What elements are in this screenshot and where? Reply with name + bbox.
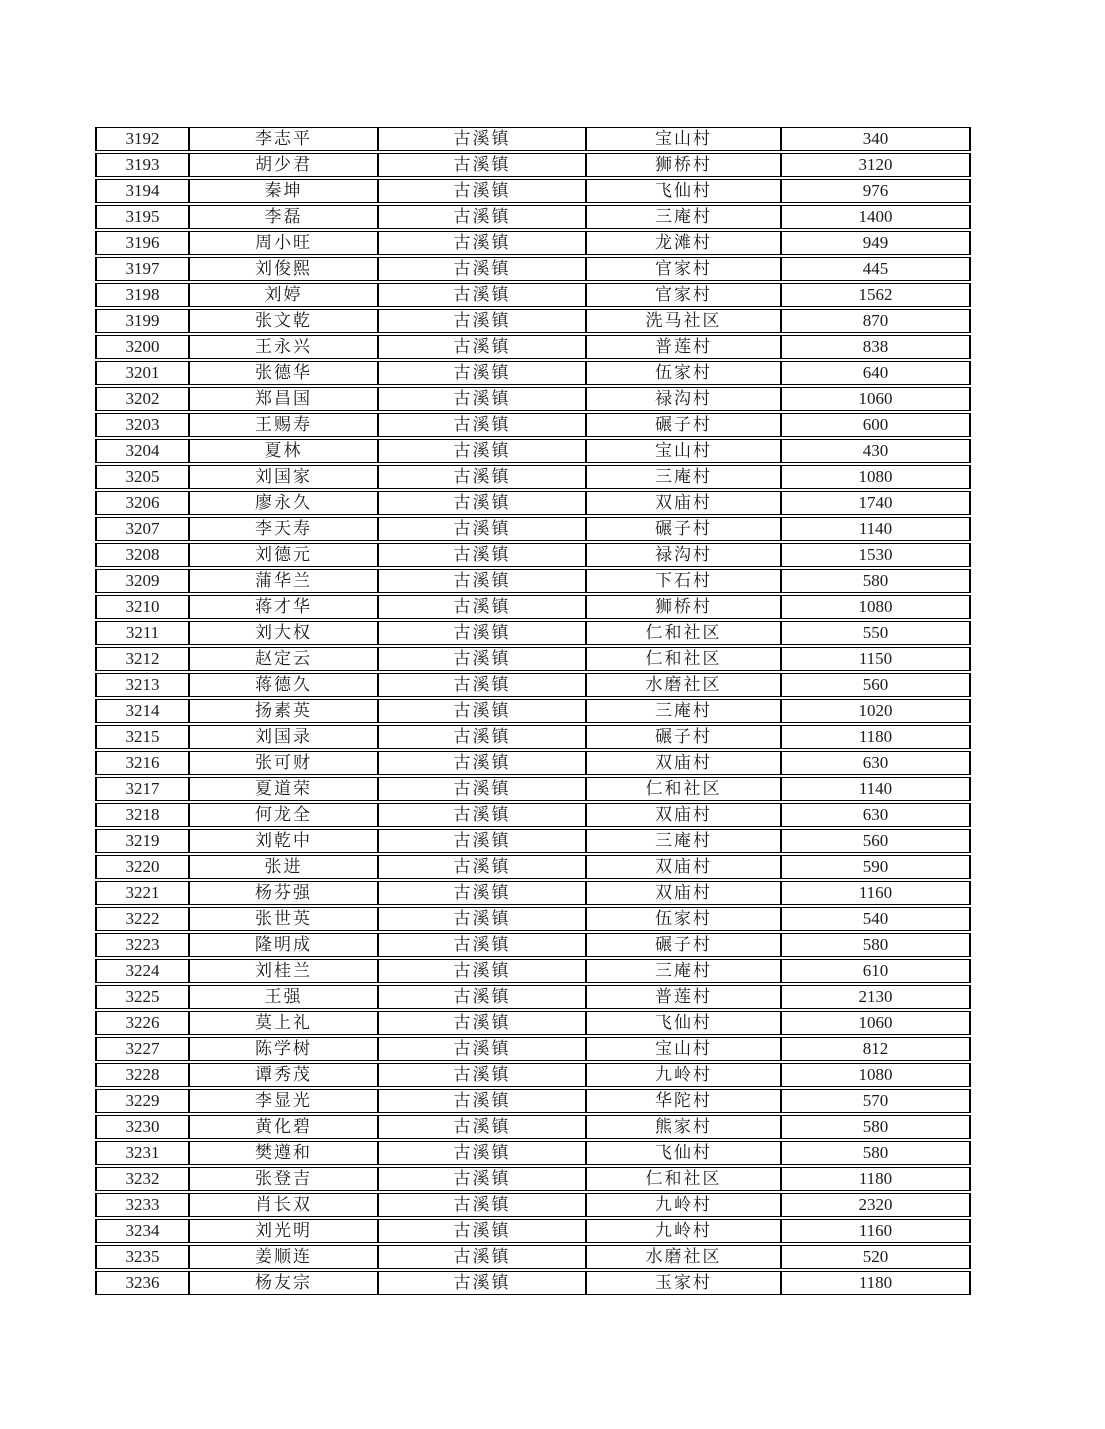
cell-village: 水磨社区 [586,673,781,697]
cell-amount: 1160 [781,1219,971,1243]
cell-person-name: 杨友宗 [189,1271,378,1295]
cell-person-name: 姜顺连 [189,1245,378,1269]
cell-town: 古溪镇 [378,725,586,749]
cell-town: 古溪镇 [378,621,586,645]
cell-village: 仁和社区 [586,621,781,645]
cell-serial-number: 3198 [95,283,189,307]
table-row [95,829,971,853]
cell-town: 古溪镇 [378,1011,586,1035]
cell-person-name: 李磊 [189,205,378,229]
cell-serial-number: 3206 [95,491,189,515]
cell-amount: 1060 [781,1011,971,1035]
cell-village: 华陀村 [586,1089,781,1113]
cell-person-name: 李天寿 [189,517,378,541]
cell-amount: 1080 [781,1063,971,1087]
cell-serial-number: 3211 [95,621,189,645]
cell-amount: 1180 [781,725,971,749]
cell-person-name: 刘桂兰 [189,959,378,983]
cell-town: 古溪镇 [378,1141,586,1165]
table-row [95,595,971,619]
cell-village: 官家村 [586,257,781,281]
cell-village: 飞仙村 [586,1141,781,1165]
cell-village: 洗马社区 [586,309,781,333]
cell-town: 古溪镇 [378,1063,586,1087]
cell-village: 九岭村 [586,1219,781,1243]
cell-village: 碾子村 [586,933,781,957]
table-row [95,309,971,333]
cell-person-name: 张德华 [189,361,378,385]
cell-serial-number: 3219 [95,829,189,853]
cell-person-name: 莫上礼 [189,1011,378,1035]
cell-serial-number: 3215 [95,725,189,749]
cell-town: 古溪镇 [378,699,586,723]
cell-person-name: 王赐寿 [189,413,378,437]
table-row [95,621,971,645]
table-row [95,1089,971,1113]
cell-amount: 3120 [781,153,971,177]
cell-village: 碾子村 [586,413,781,437]
cell-person-name: 蒋才华 [189,595,378,619]
cell-amount: 1562 [781,283,971,307]
cell-serial-number: 3231 [95,1141,189,1165]
cell-person-name: 隆明成 [189,933,378,957]
cell-amount: 580 [781,569,971,593]
cell-village: 龙滩村 [586,231,781,255]
table-row [95,1141,971,1165]
cell-amount: 520 [781,1245,971,1269]
table-row [95,855,971,879]
cell-person-name: 刘德元 [189,543,378,567]
table-row [95,569,971,593]
table-row [95,153,971,177]
cell-serial-number: 3212 [95,647,189,671]
cell-serial-number: 3201 [95,361,189,385]
cell-person-name: 刘婷 [189,283,378,307]
cell-serial-number: 3194 [95,179,189,203]
cell-person-name: 李志平 [189,127,378,151]
cell-person-name: 张登吉 [189,1167,378,1191]
cell-village: 三庵村 [586,465,781,489]
cell-serial-number: 3232 [95,1167,189,1191]
table-row [95,413,971,437]
cell-town: 古溪镇 [378,647,586,671]
table-row [95,959,971,983]
cell-serial-number: 3225 [95,985,189,1009]
cell-serial-number: 3227 [95,1037,189,1061]
cell-village: 水磨社区 [586,1245,781,1269]
cell-village: 普莲村 [586,335,781,359]
cell-town: 古溪镇 [378,127,586,151]
table-row [95,491,971,515]
cell-serial-number: 3230 [95,1115,189,1139]
cell-person-name: 廖永久 [189,491,378,515]
cell-amount: 550 [781,621,971,645]
cell-village: 禄沟村 [586,543,781,567]
cell-serial-number: 3192 [95,127,189,151]
cell-town: 古溪镇 [378,881,586,905]
cell-town: 古溪镇 [378,439,586,463]
cell-serial-number: 3199 [95,309,189,333]
cell-amount: 610 [781,959,971,983]
cell-amount: 1180 [781,1167,971,1191]
table-row [95,179,971,203]
cell-village: 宝山村 [586,439,781,463]
cell-town: 古溪镇 [378,803,586,827]
cell-amount: 1400 [781,205,971,229]
cell-amount: 838 [781,335,971,359]
cell-amount: 812 [781,1037,971,1061]
cell-town: 古溪镇 [378,465,586,489]
cell-serial-number: 3226 [95,1011,189,1035]
cell-person-name: 陈学树 [189,1037,378,1061]
cell-person-name: 张文乾 [189,309,378,333]
table-row [95,543,971,567]
cell-amount: 2320 [781,1193,971,1217]
cell-serial-number: 3234 [95,1219,189,1243]
cell-serial-number: 3207 [95,517,189,541]
cell-town: 古溪镇 [378,309,586,333]
cell-town: 古溪镇 [378,673,586,697]
cell-person-name: 黄化碧 [189,1115,378,1139]
cell-village: 九岭村 [586,1063,781,1087]
cell-village: 双庙村 [586,855,781,879]
cell-village: 禄沟村 [586,387,781,411]
cell-serial-number: 3220 [95,855,189,879]
cell-town: 古溪镇 [378,569,586,593]
cell-amount: 540 [781,907,971,931]
cell-person-name: 秦坤 [189,179,378,203]
cell-amount: 590 [781,855,971,879]
cell-serial-number: 3209 [95,569,189,593]
cell-town: 古溪镇 [378,985,586,1009]
cell-town: 古溪镇 [378,1193,586,1217]
table-row [95,1011,971,1035]
cell-village: 伍家村 [586,907,781,931]
table-row [95,1167,971,1191]
cell-amount: 430 [781,439,971,463]
table-row [95,907,971,931]
cell-village: 仁和社区 [586,777,781,801]
cell-town: 古溪镇 [378,907,586,931]
cell-village: 碾子村 [586,517,781,541]
records-table-body [95,127,971,1295]
cell-serial-number: 3217 [95,777,189,801]
cell-amount: 630 [781,803,971,827]
cell-person-name: 夏道荣 [189,777,378,801]
cell-village: 双庙村 [586,491,781,515]
cell-town: 古溪镇 [378,1115,586,1139]
cell-town: 古溪镇 [378,335,586,359]
cell-village: 飞仙村 [586,179,781,203]
cell-person-name: 胡少君 [189,153,378,177]
cell-serial-number: 3223 [95,933,189,957]
cell-serial-number: 3196 [95,231,189,255]
cell-village: 碾子村 [586,725,781,749]
table-row [95,647,971,671]
table-row [95,751,971,775]
cell-village: 三庵村 [586,205,781,229]
cell-village: 狮桥村 [586,595,781,619]
table-row [95,803,971,827]
cell-amount: 1740 [781,491,971,515]
cell-town: 古溪镇 [378,595,586,619]
cell-village: 狮桥村 [586,153,781,177]
cell-person-name: 扬素英 [189,699,378,723]
table-row [95,231,971,255]
cell-amount: 870 [781,309,971,333]
table-row [95,127,971,151]
cell-person-name: 刘国录 [189,725,378,749]
cell-town: 古溪镇 [378,517,586,541]
cell-amount: 976 [781,179,971,203]
cell-person-name: 何龙全 [189,803,378,827]
cell-town: 古溪镇 [378,751,586,775]
cell-amount: 1180 [781,1271,971,1295]
cell-town: 古溪镇 [378,1245,586,1269]
cell-person-name: 刘乾中 [189,829,378,853]
cell-person-name: 王永兴 [189,335,378,359]
cell-serial-number: 3197 [95,257,189,281]
cell-serial-number: 3233 [95,1193,189,1217]
cell-serial-number: 3222 [95,907,189,931]
cell-town: 古溪镇 [378,257,586,281]
cell-village: 三庵村 [586,699,781,723]
table-row [95,933,971,957]
table-row [95,985,971,1009]
cell-town: 古溪镇 [378,231,586,255]
cell-amount: 1080 [781,465,971,489]
cell-town: 古溪镇 [378,1167,586,1191]
cell-person-name: 蒋德久 [189,673,378,697]
cell-person-name: 樊遵和 [189,1141,378,1165]
cell-town: 古溪镇 [378,387,586,411]
cell-person-name: 张可财 [189,751,378,775]
cell-village: 飞仙村 [586,1011,781,1035]
cell-serial-number: 3204 [95,439,189,463]
cell-amount: 580 [781,1115,971,1139]
cell-town: 古溪镇 [378,153,586,177]
cell-amount: 1080 [781,595,971,619]
cell-serial-number: 3224 [95,959,189,983]
cell-amount: 640 [781,361,971,385]
table-row [95,439,971,463]
cell-village: 双庙村 [586,751,781,775]
cell-person-name: 刘国家 [189,465,378,489]
cell-serial-number: 3236 [95,1271,189,1295]
cell-village: 双庙村 [586,803,781,827]
table-row [95,1219,971,1243]
cell-amount: 1140 [781,777,971,801]
cell-serial-number: 3193 [95,153,189,177]
table-row [95,283,971,307]
cell-amount: 630 [781,751,971,775]
cell-village: 三庵村 [586,959,781,983]
cell-person-name: 蒲华兰 [189,569,378,593]
cell-village: 下石村 [586,569,781,593]
cell-serial-number: 3216 [95,751,189,775]
cell-town: 古溪镇 [378,179,586,203]
cell-serial-number: 3210 [95,595,189,619]
cell-village: 熊家村 [586,1115,781,1139]
cell-person-name: 郑昌国 [189,387,378,411]
table-row [95,699,971,723]
cell-village: 三庵村 [586,829,781,853]
cell-amount: 949 [781,231,971,255]
cell-serial-number: 3213 [95,673,189,697]
cell-amount: 1020 [781,699,971,723]
table-row [95,335,971,359]
cell-person-name: 刘俊熙 [189,257,378,281]
cell-person-name: 刘大权 [189,621,378,645]
cell-amount: 1060 [781,387,971,411]
cell-town: 古溪镇 [378,205,586,229]
table-row [95,673,971,697]
cell-village: 仁和社区 [586,647,781,671]
table-row [95,1115,971,1139]
cell-serial-number: 3235 [95,1245,189,1269]
table-row [95,725,971,749]
cell-person-name: 刘光明 [189,1219,378,1243]
cell-town: 古溪镇 [378,933,586,957]
cell-town: 古溪镇 [378,1219,586,1243]
cell-town: 古溪镇 [378,959,586,983]
cell-amount: 2130 [781,985,971,1009]
cell-amount: 1160 [781,881,971,905]
cell-serial-number: 3203 [95,413,189,437]
cell-town: 古溪镇 [378,491,586,515]
table-row [95,205,971,229]
cell-person-name: 夏林 [189,439,378,463]
table-row [95,465,971,489]
cell-village: 普莲村 [586,985,781,1009]
cell-amount: 600 [781,413,971,437]
cell-town: 古溪镇 [378,543,586,567]
cell-amount: 560 [781,829,971,853]
cell-village: 伍家村 [586,361,781,385]
cell-serial-number: 3218 [95,803,189,827]
table-row [95,1193,971,1217]
cell-person-name: 杨芬强 [189,881,378,905]
table-row [95,881,971,905]
cell-village: 玉家村 [586,1271,781,1295]
cell-person-name: 张世英 [189,907,378,931]
cell-village: 宝山村 [586,1037,781,1061]
records-table [95,125,971,1297]
cell-town: 古溪镇 [378,1037,586,1061]
table-row [95,517,971,541]
cell-person-name: 王强 [189,985,378,1009]
cell-village: 官家村 [586,283,781,307]
cell-village: 双庙村 [586,881,781,905]
cell-serial-number: 3214 [95,699,189,723]
cell-amount: 340 [781,127,971,151]
cell-town: 古溪镇 [378,855,586,879]
cell-serial-number: 3229 [95,1089,189,1113]
cell-person-name: 张进 [189,855,378,879]
cell-person-name: 赵定云 [189,647,378,671]
table-row [95,777,971,801]
cell-village: 宝山村 [586,127,781,151]
cell-person-name: 肖长双 [189,1193,378,1217]
cell-serial-number: 3200 [95,335,189,359]
cell-person-name: 李显光 [189,1089,378,1113]
table-row [95,1063,971,1087]
cell-serial-number: 3221 [95,881,189,905]
table-row [95,387,971,411]
cell-town: 古溪镇 [378,283,586,307]
table-row [95,361,971,385]
table-row [95,1271,971,1295]
cell-amount: 580 [781,933,971,957]
cell-village: 九岭村 [586,1193,781,1217]
cell-person-name: 周小旺 [189,231,378,255]
cell-town: 古溪镇 [378,361,586,385]
cell-town: 古溪镇 [378,829,586,853]
cell-amount: 580 [781,1141,971,1165]
cell-amount: 560 [781,673,971,697]
cell-town: 古溪镇 [378,1271,586,1295]
table-row [95,1037,971,1061]
cell-amount: 570 [781,1089,971,1113]
cell-serial-number: 3208 [95,543,189,567]
cell-serial-number: 3205 [95,465,189,489]
cell-town: 古溪镇 [378,413,586,437]
table-row [95,1245,971,1269]
cell-amount: 1530 [781,543,971,567]
cell-serial-number: 3195 [95,205,189,229]
cell-serial-number: 3228 [95,1063,189,1087]
cell-town: 古溪镇 [378,777,586,801]
cell-amount: 1150 [781,647,971,671]
table-row [95,257,971,281]
cell-town: 古溪镇 [378,1089,586,1113]
cell-village: 仁和社区 [586,1167,781,1191]
cell-amount: 1140 [781,517,971,541]
cell-person-name: 谭秀茂 [189,1063,378,1087]
cell-serial-number: 3202 [95,387,189,411]
cell-amount: 445 [781,257,971,281]
